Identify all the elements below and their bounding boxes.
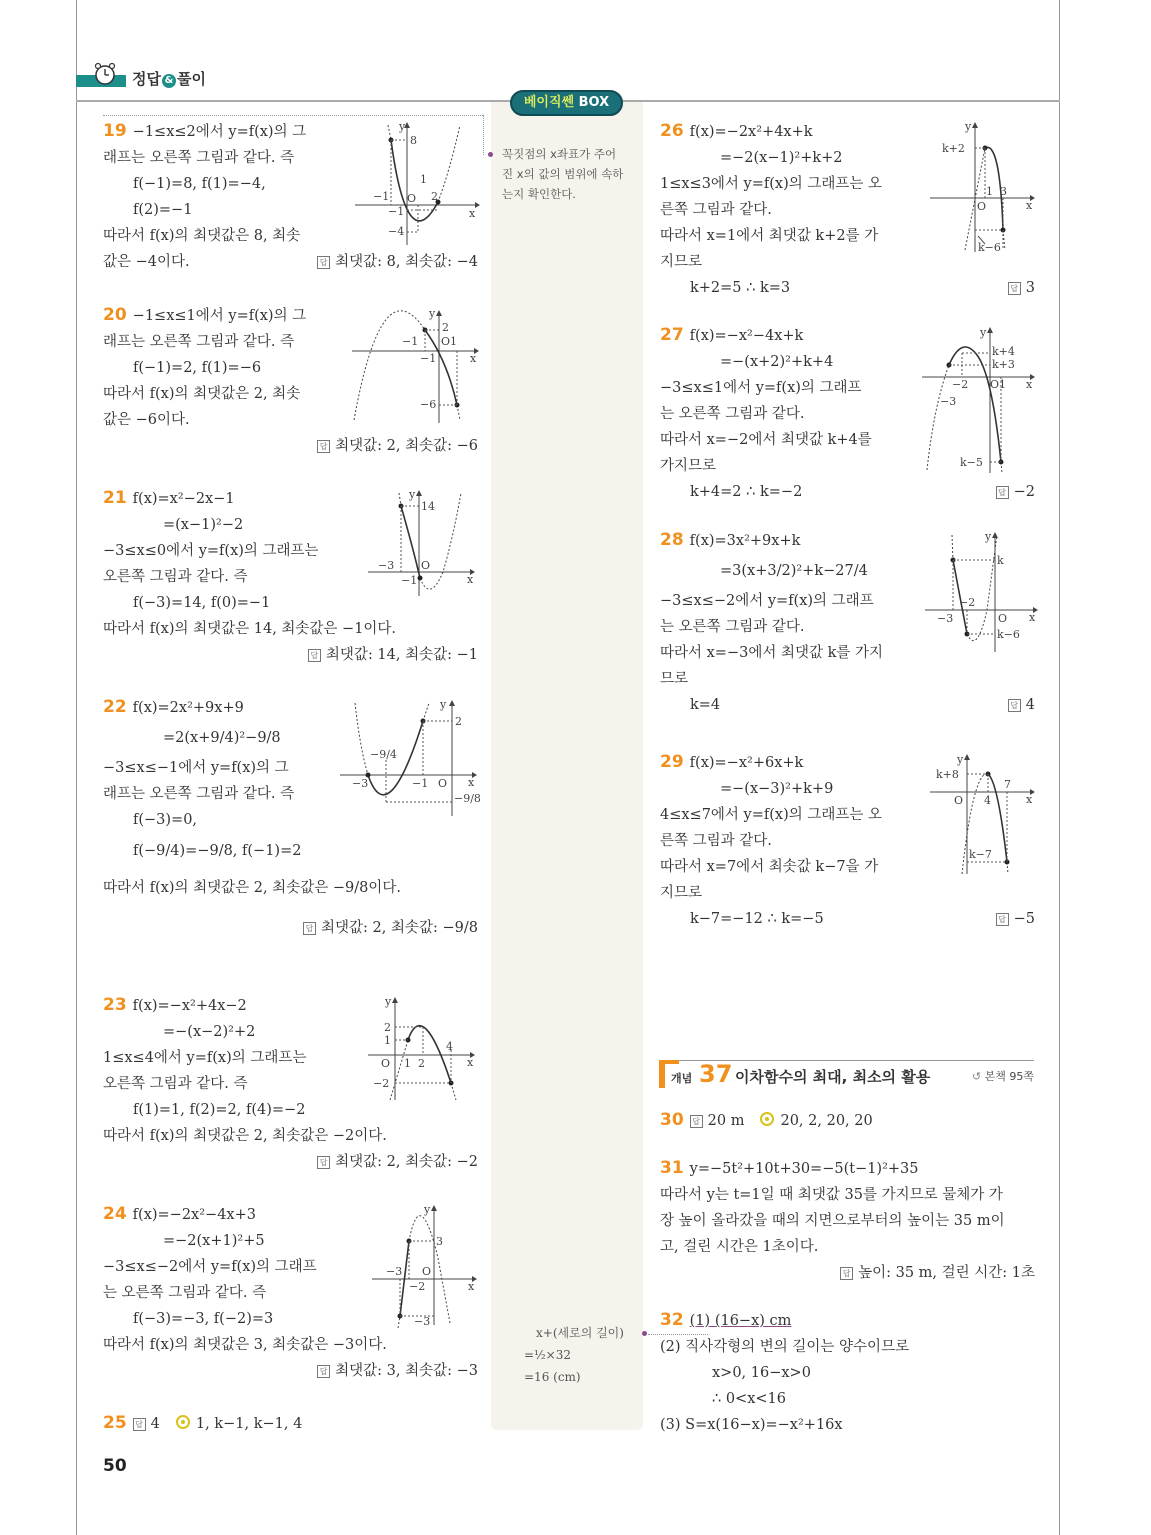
problem-line: f(−3)=14, f(0)=−1 bbox=[133, 595, 271, 611]
problem-line: f(−1)=2, f(1)=−6 bbox=[133, 360, 262, 376]
origin-label: O bbox=[407, 192, 417, 205]
problem-line: −3≤x≤−1에서 y=f(x)의 그 bbox=[103, 760, 289, 776]
tick-label: 7 bbox=[1004, 778, 1011, 791]
origin-label: O1 bbox=[990, 378, 1007, 391]
problem-line: 따라서 f(x)의 최댓값은 2, 최솟 bbox=[103, 386, 301, 402]
hint-text: 1, k−1, k−1, 4 bbox=[195, 1416, 303, 1432]
tick-label: 2 bbox=[431, 190, 438, 203]
side-note-line: 는지 확인한다. bbox=[502, 187, 576, 201]
problem-line: 래프는 오른쪽 그림과 같다. 즉 bbox=[103, 786, 295, 802]
axis-label-y: y bbox=[957, 753, 964, 766]
problem-line: =−(x+2)²+k+4 bbox=[720, 354, 834, 370]
answer-text: −2 bbox=[1013, 484, 1035, 500]
tick-label: −1 bbox=[402, 335, 419, 348]
tick-label: −1 bbox=[373, 190, 390, 203]
answer-icon: 답 bbox=[1008, 699, 1021, 712]
tick-label: 2 bbox=[442, 321, 449, 334]
problem-line: −3≤x≤−2에서 y=f(x)의 그래프 bbox=[660, 593, 874, 609]
problem-line: f(x)=−2x²−4x+3 bbox=[132, 1207, 256, 1223]
problem-30 bbox=[660, 1107, 1035, 1134]
answer-text: −5 bbox=[1013, 911, 1035, 927]
answer-text: 최댓값: 2, 최솟값: −6 bbox=[335, 438, 478, 454]
problem-number: 25 bbox=[103, 1413, 127, 1433]
answer-icon: 답 bbox=[996, 913, 1009, 926]
problem-line: ∴ 0<x<16 bbox=[712, 1391, 786, 1407]
tick-label: 4 bbox=[446, 1040, 453, 1053]
answer-text: 최댓값: 8, 최솟값: −4 bbox=[335, 254, 478, 270]
tick-label: −1 bbox=[420, 352, 437, 365]
tick-label: k−5 bbox=[960, 456, 983, 469]
problem-line: =−(x−3)²+k+9 bbox=[720, 781, 834, 797]
side-note-line: =½×32 bbox=[524, 1348, 572, 1362]
problem-line: f(1)=1, f(2)=2, f(4)=−2 bbox=[133, 1102, 306, 1118]
tick-label: −3 bbox=[940, 395, 957, 408]
graph-22 bbox=[340, 698, 480, 822]
problem-line: 값은 −4이다. bbox=[103, 254, 190, 270]
problem-line: 는 오른쪽 그림과 같다. bbox=[660, 406, 805, 422]
problem-line: 따라서 y는 t=1일 때 최댓값 35를 가지므로 물체가 가 bbox=[660, 1187, 1003, 1203]
axis-label-y: y bbox=[424, 1203, 431, 1216]
answer-icon: 답 bbox=[317, 440, 330, 453]
tick-label: 1 bbox=[986, 185, 993, 198]
problem-line: f(x)=−x²+6x+k bbox=[689, 755, 804, 771]
axis-label-x: x bbox=[467, 573, 474, 586]
problem-line: (1) (16−x) cm bbox=[689, 1313, 792, 1329]
answer-icon: 답 bbox=[303, 922, 316, 935]
problem-line: 지므로 bbox=[660, 885, 703, 901]
problem-line: (2) 직사각형의 변의 길이는 양수이므로 bbox=[660, 1339, 910, 1355]
problem-line: 래프는 오른쪽 그림과 같다. 즉 bbox=[103, 150, 295, 166]
problem-25 bbox=[103, 1410, 478, 1437]
problem-line: 른쪽 그림과 같다. bbox=[660, 833, 772, 849]
axis-label-y: y bbox=[440, 698, 447, 711]
tick-label: 1 bbox=[420, 173, 427, 186]
axis-label-y: y bbox=[409, 488, 416, 501]
tick-label: −2 bbox=[952, 378, 969, 391]
tick-label: 8 bbox=[410, 134, 417, 147]
problem-line: k=4 bbox=[690, 697, 721, 713]
problem-line: =−2(x+1)²+5 bbox=[163, 1233, 265, 1249]
graph-27 bbox=[922, 325, 1042, 479]
answer-icon: 답 bbox=[317, 256, 330, 269]
answer-icon: 답 bbox=[996, 486, 1009, 499]
graph-26 bbox=[930, 120, 1040, 259]
basic-box-column bbox=[491, 102, 643, 1430]
tick-label: 2 bbox=[384, 1021, 391, 1034]
axis-label-x: x bbox=[1029, 611, 1036, 624]
problem-number: 31 bbox=[660, 1158, 684, 1178]
tick-label: 3 bbox=[1000, 185, 1007, 198]
side-note-width bbox=[524, 1322, 642, 1388]
reference-arrow-icon: ↺ bbox=[971, 1070, 985, 1083]
answer-icon: 답 bbox=[690, 1115, 703, 1128]
origin-label: O bbox=[422, 1265, 432, 1278]
box-label-en: BOX bbox=[578, 95, 610, 110]
problem-line: 른쪽 그림과 같다. bbox=[660, 202, 772, 218]
answer-text: 4 bbox=[1025, 697, 1035, 713]
problem-line: k−7=−12 ∴ k=−5 bbox=[690, 911, 824, 927]
problem-line: f(x)=2x²+9x+9 bbox=[132, 700, 244, 716]
problem-number: 20 bbox=[103, 305, 127, 325]
tick-label: −1 bbox=[412, 777, 429, 790]
problem-number: 27 bbox=[660, 325, 684, 345]
answer-text: 최댓값: 2, 최솟값: −9/8 bbox=[321, 920, 478, 936]
problem-line: −3≤x≤1에서 y=f(x)의 그래프 bbox=[660, 380, 862, 396]
side-note-line: 꼭짓점의 x좌표가 주어 bbox=[502, 147, 617, 161]
problem-line: −3≤x≤0에서 y=f(x)의 그래프는 bbox=[103, 543, 319, 559]
answer-text: 최댓값: 14, 최솟값: −1 bbox=[325, 647, 478, 663]
problem-line: 따라서 x=7에서 최솟값 k−7을 가 bbox=[660, 859, 879, 875]
tick-label: 1 bbox=[404, 1057, 411, 1070]
answer-icon: 답 bbox=[133, 1418, 146, 1431]
target-icon bbox=[176, 1415, 190, 1429]
axis-label-x: x bbox=[1026, 793, 1033, 806]
problem-line: 따라서 f(x)의 최댓값은 2, 최솟값은 −2이다. bbox=[103, 1128, 387, 1144]
tick-label: 3 bbox=[436, 1235, 443, 1248]
origin-label: O bbox=[421, 559, 431, 572]
problem-line: 따라서 x=1에서 최댓값 k+2를 가 bbox=[660, 228, 879, 244]
concept-mark bbox=[659, 1060, 679, 1064]
problem-line: 따라서 f(x)의 최댓값은 2, 최솟값은 −9/8이다. bbox=[103, 880, 401, 896]
problem-line: −1≤x≤1에서 y=f(x)의 그 bbox=[132, 308, 307, 324]
problem-line: k+2=5 ∴ k=3 bbox=[690, 280, 791, 296]
axis-label-x: x bbox=[468, 1280, 475, 1293]
axis-label-x: x bbox=[1026, 199, 1033, 212]
axis-label-y: y bbox=[385, 995, 392, 1008]
problem-number: 28 bbox=[660, 530, 684, 550]
side-note-line: 진 x의 값의 범위에 속하 bbox=[502, 167, 624, 181]
problem-line: =2(x+9/4)²−9/8 bbox=[163, 730, 281, 746]
origin-label: O bbox=[977, 200, 987, 213]
answer-text: 3 bbox=[1025, 280, 1035, 296]
tick-label: k−6 bbox=[997, 628, 1020, 641]
axis-label-x: x bbox=[469, 207, 476, 220]
problem-line: =−2(x−1)²+k+2 bbox=[720, 150, 843, 166]
problem-line: 오른쪽 그림과 같다. 즉 bbox=[103, 569, 248, 585]
tick-label: −3 bbox=[378, 559, 395, 572]
problem-number: 29 bbox=[660, 752, 684, 772]
axis-label-y: y bbox=[980, 326, 987, 339]
target-icon bbox=[760, 1112, 774, 1126]
concept-ref-text: 본책 95쪽 bbox=[984, 1070, 1034, 1083]
tick-label: −3 bbox=[386, 1265, 403, 1278]
problem-line: f(−3)=0, bbox=[133, 812, 198, 828]
note-bullet-icon bbox=[642, 1331, 647, 1336]
problem-line: f(−9/4)=−9/8, f(−1)=2 bbox=[133, 843, 302, 859]
problem-32 bbox=[660, 1307, 1035, 1438]
problem-line: 따라서 x=−3에서 최댓값 k를 가지 bbox=[660, 645, 884, 661]
problem-line: 4≤x≤7에서 y=f(x)의 그래프는 오 bbox=[660, 807, 883, 823]
problem-line: 가지므로 bbox=[660, 458, 717, 474]
problem-line: 지므로 bbox=[660, 254, 703, 270]
graph-24 bbox=[372, 1203, 482, 1332]
problem-line: 따라서 x=−2에서 최댓값 k+4를 bbox=[660, 432, 872, 448]
problem-line: 따라서 f(x)의 최댓값은 14, 최솟값은 −1이다. bbox=[103, 621, 397, 637]
problem-line: =−(x−2)²+2 bbox=[163, 1024, 256, 1040]
tick-label: k+8 bbox=[936, 768, 959, 781]
problem-line: f(−3)=−3, f(−2)=3 bbox=[133, 1311, 274, 1327]
problem-line: −1≤x≤2에서 y=f(x)의 그 bbox=[132, 124, 307, 140]
problem-number: 24 bbox=[103, 1204, 127, 1224]
box-label-ko: 베이직쎈 bbox=[523, 95, 575, 110]
tick-label: −2 bbox=[959, 596, 976, 609]
tick-label: −2 bbox=[373, 1077, 390, 1090]
problem-line: k+4=2 ∴ k=−2 bbox=[690, 484, 803, 500]
origin-label: O bbox=[438, 777, 448, 790]
problem-line: (3) S=x(16−x)=−x²+16x bbox=[660, 1417, 843, 1433]
problem-number: 22 bbox=[103, 697, 127, 717]
tick-label: k−7 bbox=[969, 848, 992, 861]
tick-label: −1 bbox=[401, 574, 418, 587]
axis-label-y: y bbox=[965, 120, 972, 133]
tick-label: −3 bbox=[414, 1315, 431, 1328]
origin-label: O bbox=[954, 794, 964, 807]
graph-21 bbox=[368, 488, 478, 602]
problem-line: f(x)=−2x²+4x+k bbox=[689, 124, 813, 140]
problem-line: x>0, 16−x>0 bbox=[712, 1365, 811, 1381]
problem-line: 래프는 오른쪽 그림과 같다. 즉 bbox=[103, 334, 295, 350]
tick-label: −2 bbox=[409, 1280, 426, 1293]
problem-line: 므로 bbox=[660, 671, 689, 687]
problem-line: f(x)=−x²−4x+k bbox=[689, 328, 804, 344]
concept-label: 개념 bbox=[671, 1072, 693, 1085]
graph-20 bbox=[352, 305, 482, 429]
clock-icon bbox=[93, 62, 117, 86]
answer-icon: 답 bbox=[308, 649, 321, 662]
answer-text: 20 m bbox=[707, 1113, 745, 1129]
problem-31 bbox=[660, 1155, 1035, 1286]
problem-line: 오른쪽 그림과 같다. 즉 bbox=[103, 1076, 248, 1092]
graph-28 bbox=[925, 530, 1040, 659]
origin-label: O bbox=[998, 612, 1008, 625]
problem-line: 1≤x≤4에서 y=f(x)의 그래프는 bbox=[103, 1050, 307, 1066]
problem-line: 1≤x≤3에서 y=f(x)의 그래프는 오 bbox=[660, 176, 883, 192]
tick-label: 14 bbox=[421, 500, 435, 513]
problem-line: 따라서 f(x)의 최댓값은 3, 최솟값은 −3이다. bbox=[103, 1337, 387, 1353]
problem-number: 30 bbox=[660, 1110, 684, 1130]
tick-label: k bbox=[997, 554, 1004, 567]
problem-line: f(x)=3x²+9x+k bbox=[689, 533, 801, 549]
tick-label: k+2 bbox=[942, 142, 965, 155]
p19-dotted-frame-top bbox=[103, 115, 483, 116]
tick-label: 1 bbox=[384, 1034, 391, 1047]
problem-line: f(2)=−1 bbox=[133, 202, 193, 218]
problem-line: −3≤x≤−2에서 y=f(x)의 그래프 bbox=[103, 1259, 317, 1275]
page-number: 50 bbox=[103, 1456, 127, 1476]
problem-line: 는 오른쪽 그림과 같다. bbox=[660, 619, 805, 635]
concept-mark bbox=[659, 1060, 665, 1088]
concept-reference[interactable] bbox=[972, 1068, 1034, 1084]
problem-line: =3(x+3/2)²+k−27/4 bbox=[720, 563, 868, 579]
header-title bbox=[132, 68, 206, 89]
problem-number: 19 bbox=[103, 121, 127, 141]
problem-line: f(x)=−x²+4x−2 bbox=[132, 998, 247, 1014]
problem-line: 는 오른쪽 그림과 같다. 즉 bbox=[103, 1285, 267, 1301]
answer-icon: 답 bbox=[840, 1267, 853, 1280]
answer-icon: 답 bbox=[1008, 282, 1021, 295]
tick-label: −9/4 bbox=[370, 748, 397, 761]
problem-line: 장 높이 올라갔을 때의 지면으로부터의 높이는 35 m이 bbox=[660, 1213, 1005, 1229]
origin-label: O bbox=[381, 1057, 391, 1070]
tick-label: k−6 bbox=[978, 241, 1001, 254]
tick-label: k+3 bbox=[992, 358, 1015, 371]
tick-label: 2 bbox=[455, 715, 462, 728]
axis-label-y: y bbox=[399, 120, 406, 133]
page-border-left bbox=[76, 0, 77, 1535]
graph-29 bbox=[930, 752, 1040, 881]
side-note-line: x+(세로의 길이) bbox=[536, 1326, 624, 1340]
concept-title: 이차함수의 최대, 최소의 활용 bbox=[735, 1068, 931, 1086]
problem-line: 고, 걸린 시간은 1초이다. bbox=[660, 1239, 819, 1255]
answer-text: 최댓값: 2, 최솟값: −2 bbox=[335, 1154, 478, 1170]
answer-icon: 답 bbox=[317, 1156, 330, 1169]
concept-number: 37 bbox=[699, 1060, 733, 1088]
axis-label-x: x bbox=[467, 1056, 474, 1069]
axis-label-y: y bbox=[429, 307, 436, 320]
concept-header bbox=[659, 1060, 1034, 1092]
page-border-right bbox=[1059, 0, 1060, 1535]
side-note-line: =16 (cm) bbox=[524, 1370, 581, 1384]
problem-number: 23 bbox=[103, 995, 127, 1015]
axis-label-x: x bbox=[1026, 378, 1033, 391]
header-title-left: 정답 bbox=[132, 70, 161, 88]
problem-line: 값은 −6이다. bbox=[103, 412, 190, 428]
problem-line: =(x−1)²−2 bbox=[163, 517, 244, 533]
problem-line: 따라서 f(x)의 최댓값은 8, 최솟 bbox=[103, 228, 301, 244]
tick-label: −6 bbox=[420, 398, 437, 411]
p19-dotted-frame-side bbox=[483, 115, 484, 155]
graph-23 bbox=[368, 995, 478, 1109]
tick-label: 4 bbox=[984, 794, 991, 807]
problem-number: 26 bbox=[660, 121, 684, 141]
problem-line: y=−5t²+10t+30=−5(t−1)²+35 bbox=[689, 1161, 919, 1177]
problem-number: 32 bbox=[660, 1310, 684, 1330]
problem-line: f(x)=x²−2x−1 bbox=[132, 491, 235, 507]
axis-label-y: y bbox=[985, 530, 992, 543]
answer-text: 최댓값: 3, 최솟값: −3 bbox=[335, 1363, 478, 1379]
graph-19 bbox=[355, 120, 480, 249]
tick-label: −1 bbox=[388, 205, 405, 218]
basic-box-label bbox=[510, 90, 623, 116]
tick-label: 2 bbox=[418, 1057, 425, 1070]
answer-text: 4 bbox=[150, 1416, 160, 1432]
tick-label: k+4 bbox=[992, 345, 1015, 358]
problem-number: 21 bbox=[103, 488, 127, 508]
header-title-right: 풀이 bbox=[176, 70, 206, 88]
tick-label: −9/8 bbox=[454, 792, 481, 805]
tick-label: −3 bbox=[937, 612, 954, 625]
hint-text: 20, 2, 20, 20 bbox=[780, 1113, 873, 1129]
answer-text: 높이: 35 m, 걸린 시간: 1초 bbox=[858, 1265, 1035, 1281]
header-amp: & bbox=[162, 74, 176, 88]
side-note-vertex bbox=[502, 144, 642, 204]
tick-label: −4 bbox=[388, 225, 405, 238]
axis-label-x: x bbox=[470, 352, 477, 365]
note-bullet-icon bbox=[488, 152, 493, 157]
answer-icon: 답 bbox=[317, 1365, 330, 1378]
problem-line: f(−1)=8, f(1)=−4, bbox=[133, 176, 266, 192]
axis-label-x: x bbox=[468, 776, 475, 789]
origin-label: O1 bbox=[441, 335, 458, 348]
tick-label: −3 bbox=[352, 777, 369, 790]
